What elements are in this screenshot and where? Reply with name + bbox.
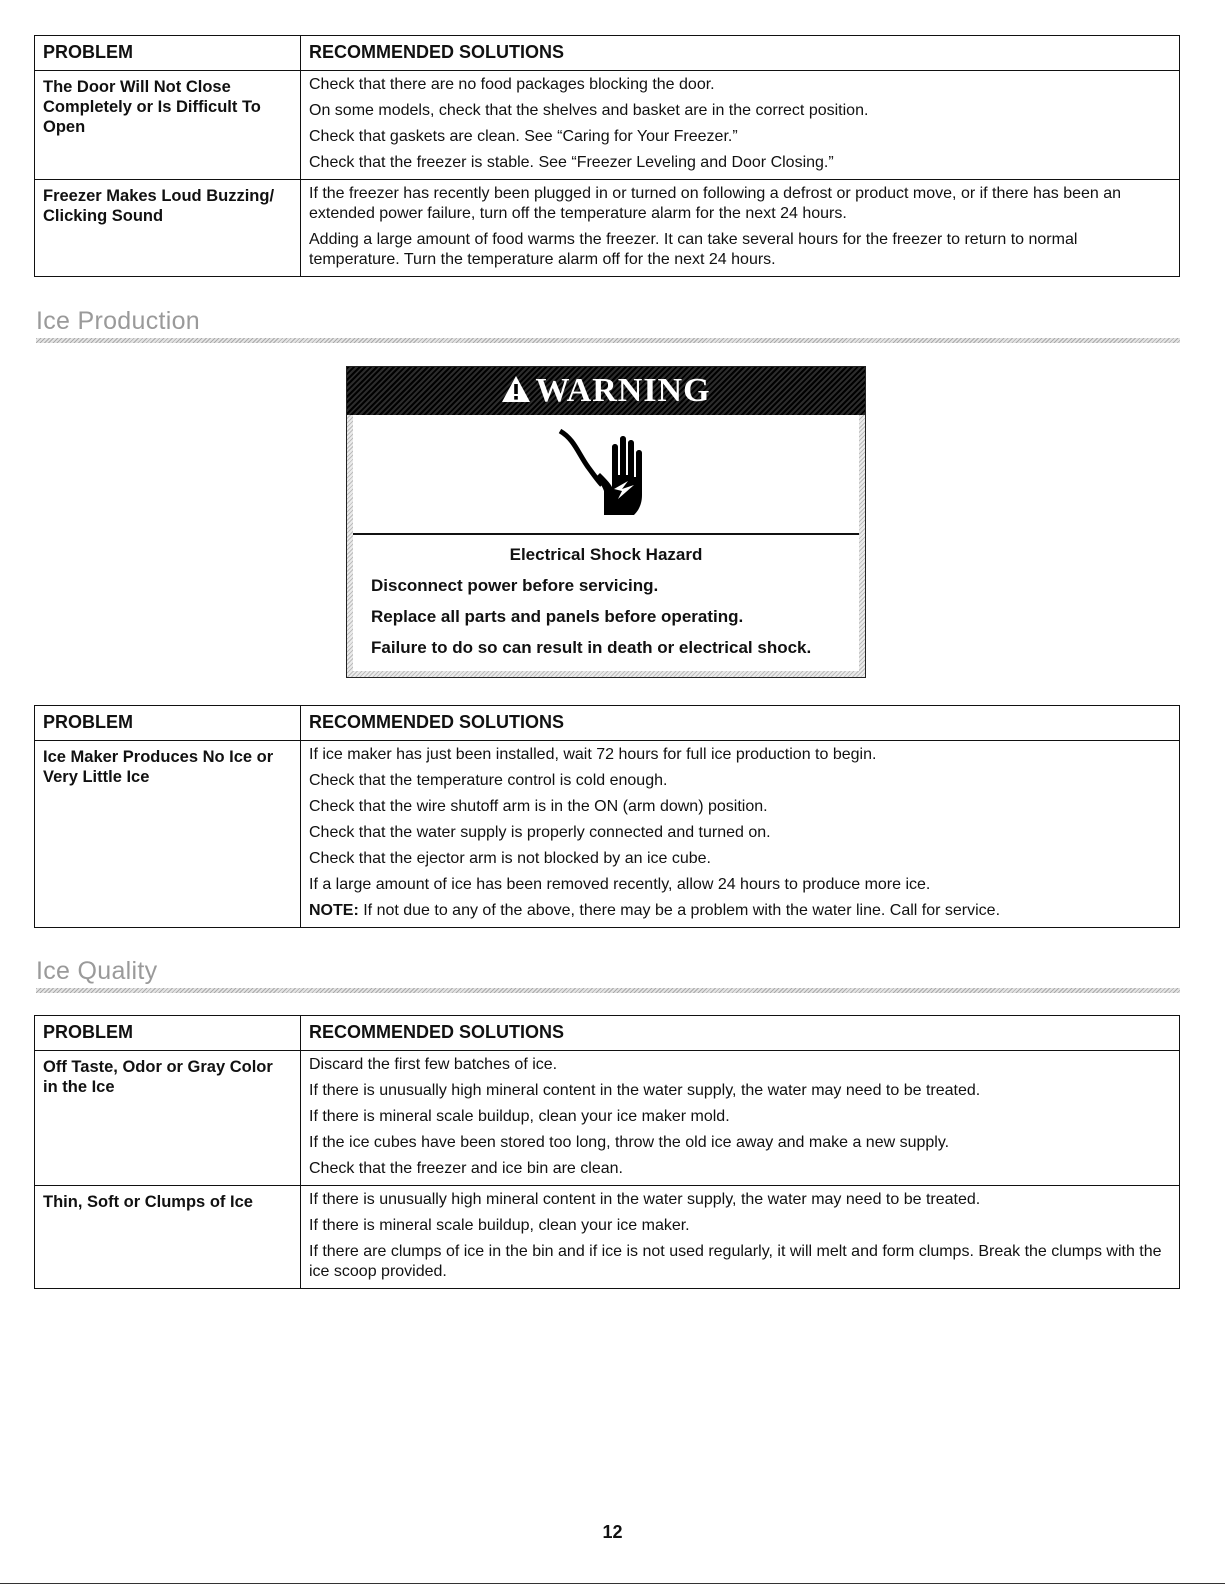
problem-cell: The Door Will Not Close Completely or Is Difficult To Open <box>35 71 301 180</box>
warning-box <box>346 366 866 678</box>
table-header-row <box>35 1016 1180 1051</box>
section-title: Ice Production <box>36 307 201 335</box>
solution-item: Adding a large amount of food warms the freezer. It can take several hours for the freezer to return to normal temperature. Turn the temperature alarm off for the next 24 hours. <box>309 231 1078 268</box>
section-ice-quality <box>36 957 1180 991</box>
warning-line: Failure to do so can result in death or electrical shock. <box>371 638 812 657</box>
header-solutions: RECOMMENDED SOLUTIONS <box>301 36 1180 71</box>
solutions-cell <box>301 741 1180 928</box>
table-row <box>35 1051 1180 1186</box>
troubleshooting-table-door <box>34 35 1180 277</box>
header-problem: PROBLEM <box>35 706 301 741</box>
warning-line: Replace all parts and panels before operating. <box>371 607 744 626</box>
solution-item: Check that the wire shutoff arm is in the ON (arm down) position. <box>309 798 768 815</box>
warning-icon-area <box>353 415 859 535</box>
note-text: If not due to any of the above, there may be a problem with the water line. Call for service. <box>358 902 1001 919</box>
page-number: 12 <box>602 1522 623 1542</box>
solution-note <box>309 901 1169 921</box>
section-rule <box>36 338 1180 343</box>
solution-item: On some models, check that the shelves and basket are in the correct position. <box>309 102 869 119</box>
electrical-shock-hand-icon <box>552 425 662 525</box>
warning-label: WARNING <box>535 372 711 409</box>
warning-text-area <box>353 535 859 671</box>
hazard-title: Electrical Shock Hazard <box>509 545 703 564</box>
table-row <box>35 180 1180 277</box>
solution-item: If ice maker has just been installed, wait 72 hours for full ice production to begin. <box>309 746 877 763</box>
section-rule <box>36 988 1180 993</box>
solutions-cell <box>301 71 1180 180</box>
table-header-row <box>35 706 1180 741</box>
note-label: NOTE: <box>309 902 359 919</box>
solution-item: Check that the ejector arm is not blocked by an ice cube. <box>309 850 711 867</box>
solutions-cell <box>301 1186 1180 1289</box>
solution-item: Discard the first few batches of ice. <box>309 1056 558 1073</box>
header-problem: PROBLEM <box>35 1016 301 1051</box>
table-row <box>35 741 1180 928</box>
solution-item: Check that gaskets are clean. See “Caring for Your Freezer.” <box>309 128 738 145</box>
troubleshooting-table-ice-production <box>34 705 1180 928</box>
problem-cell: Off Taste, Odor or Gray Color in the Ice <box>35 1051 301 1186</box>
page-bottom-rule <box>0 1583 1225 1584</box>
solution-item: If the freezer has recently been plugged in or turned on following a defrost or product move, or if there has been an extended power failure, turn off the temperature alarm for the next 24 hours. <box>309 185 1122 222</box>
warning-line: Disconnect power before servicing. <box>371 576 659 595</box>
solution-item: If there is unusually high mineral content in the water supply, the water may need to be treated. <box>309 1082 981 1099</box>
solution-item: Check that there are no food packages blocking the door. <box>309 76 715 93</box>
solution-item: Check that the water supply is properly connected and turned on. <box>309 824 771 841</box>
header-solutions: RECOMMENDED SOLUTIONS <box>301 1016 1180 1051</box>
warning-header <box>347 367 865 415</box>
problem-cell: Freezer Makes Loud Buzzing/ Clicking Sound <box>35 180 301 277</box>
solution-item: Check that the freezer is stable. See “Freezer Leveling and Door Closing.” <box>309 154 834 171</box>
solution-item: If there is unusually high mineral content in the water supply, the water may need to be treated. <box>309 1191 981 1208</box>
table-header-row <box>35 36 1180 71</box>
problem-cell: Thin, Soft or Clumps of Ice <box>35 1186 301 1289</box>
header-problem: PROBLEM <box>35 36 301 71</box>
solutions-cell <box>301 1051 1180 1186</box>
section-ice-production <box>36 307 1180 341</box>
solution-item: Check that the temperature control is cold enough. <box>309 772 668 789</box>
troubleshooting-table-ice-quality <box>34 1015 1180 1289</box>
header-solutions: RECOMMENDED SOLUTIONS <box>301 706 1180 741</box>
solution-item: If there is mineral scale buildup, clean your ice maker. <box>309 1217 690 1234</box>
warning-triangle-icon <box>501 375 531 408</box>
problem-cell: Ice Maker Produces No Ice or Very Little Ice <box>35 741 301 928</box>
section-title: Ice Quality <box>36 957 158 985</box>
table-row <box>35 1186 1180 1289</box>
table-row <box>35 71 1180 180</box>
solution-item: Check that the freezer and ice bin are clean. <box>309 1160 623 1177</box>
solution-item: If there are clumps of ice in the bin and if ice is not used regularly, it will melt and form clumps. Break the clumps with the ice scoop provided. <box>309 1243 1162 1280</box>
solution-item: If a large amount of ice has been removed recently, allow 24 hours to produce more ice. <box>309 876 931 893</box>
solution-item: If there is mineral scale buildup, clean your ice maker mold. <box>309 1108 730 1125</box>
solution-item: If the ice cubes have been stored too long, throw the old ice away and make a new supply. <box>309 1134 950 1151</box>
solutions-cell <box>301 180 1180 277</box>
